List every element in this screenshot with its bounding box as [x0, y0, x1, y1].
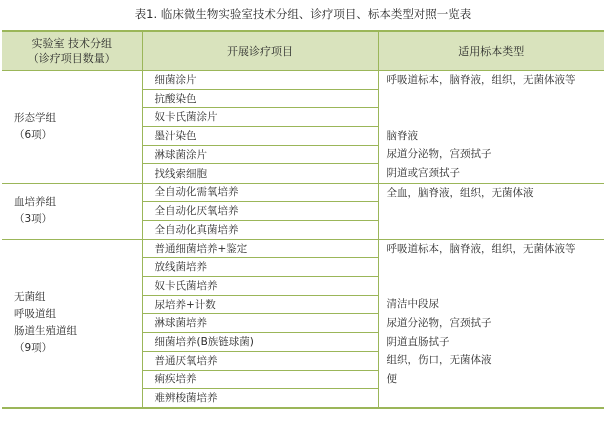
- table-row: [2, 239, 604, 258]
- table-body: [2, 71, 604, 408]
- group-name: [2, 71, 142, 184]
- specimen-type: 阴道直肠拭子: [378, 333, 604, 352]
- service-item: 淋球菌培养: [142, 314, 378, 333]
- group-name: [2, 183, 142, 239]
- service-item: 普通厌氧培养: [142, 351, 378, 370]
- specimen-type: 尿道分泌物，宫颈拭子: [378, 145, 604, 164]
- service-item: 全自动化需氧培养: [142, 183, 378, 202]
- service-item: 奴卡氏菌培养: [142, 277, 378, 296]
- group-name-line: （3项）: [14, 213, 53, 226]
- service-item: 放线菌培养: [142, 258, 378, 277]
- table-caption: 表1. 临床微生物实验室技术分组、诊疗项目、标本类型对照一览表: [134, 7, 472, 21]
- group-name-line: 无菌组: [14, 291, 46, 304]
- specimen-type: 组织，伤口，无菌体液: [378, 351, 604, 370]
- specimen-type: 呼吸道标本，脑脊液，组织，无菌体液等: [378, 71, 604, 127]
- group-name-line: 血培养组: [14, 196, 56, 209]
- service-item: 细菌涂片: [142, 71, 378, 90]
- service-item: 难辨梭菌培养: [142, 389, 378, 408]
- service-item: 墨汁染色: [142, 127, 378, 146]
- service-item: 细菌培养(B族链球菌): [142, 333, 378, 352]
- header-group-line1: 实验室 技术分组: [31, 37, 112, 50]
- group-name-line: （9项）: [14, 342, 53, 355]
- specimen-type: 尿道分泌物，宫颈拭子: [378, 314, 604, 333]
- header-group-line2: （诊疗项目数量）: [27, 52, 116, 65]
- service-item: 普通细菌培养+鉴定: [142, 239, 378, 258]
- group-name-line: 形态学组: [14, 111, 56, 124]
- specimen-type: 清洁中段尿: [378, 295, 604, 314]
- service-item: 找线索细胞: [142, 164, 378, 183]
- specimen-type: 阴道或宫颈拭子: [378, 164, 604, 183]
- specimen-type: 全血，脑脊液，组织，无菌体液: [378, 183, 604, 239]
- reference-table: [2, 30, 604, 409]
- specimen-type: 便: [378, 370, 604, 408]
- service-item: 全自动化真菌培养: [142, 221, 378, 240]
- service-item: 尿培养+计数: [142, 295, 378, 314]
- header-items: 开展诊疗项目: [142, 31, 378, 71]
- specimen-type: 脑脊液: [378, 127, 604, 146]
- service-item: 淋球菌涂片: [142, 145, 378, 164]
- table-row: [2, 71, 604, 90]
- service-item: 抗酸染色: [142, 89, 378, 108]
- specimen-type: 呼吸道标本，脑脊液，组织，无菌体液等: [378, 239, 604, 295]
- service-item: 全自动化厌氧培养: [142, 202, 378, 221]
- service-item: 痢疾培养: [142, 370, 378, 389]
- service-item: 奴卡氏菌涂片: [142, 108, 378, 127]
- header-specimens: 适用标本类型: [378, 31, 604, 71]
- group-name-line: 呼吸道组: [14, 308, 56, 321]
- header-group: [2, 31, 142, 71]
- header-row: [2, 31, 604, 71]
- table-row: [2, 183, 604, 202]
- group-name-line: 肠道生殖道组: [14, 325, 77, 338]
- group-name: [2, 239, 142, 408]
- group-name-line: （6项）: [14, 128, 53, 141]
